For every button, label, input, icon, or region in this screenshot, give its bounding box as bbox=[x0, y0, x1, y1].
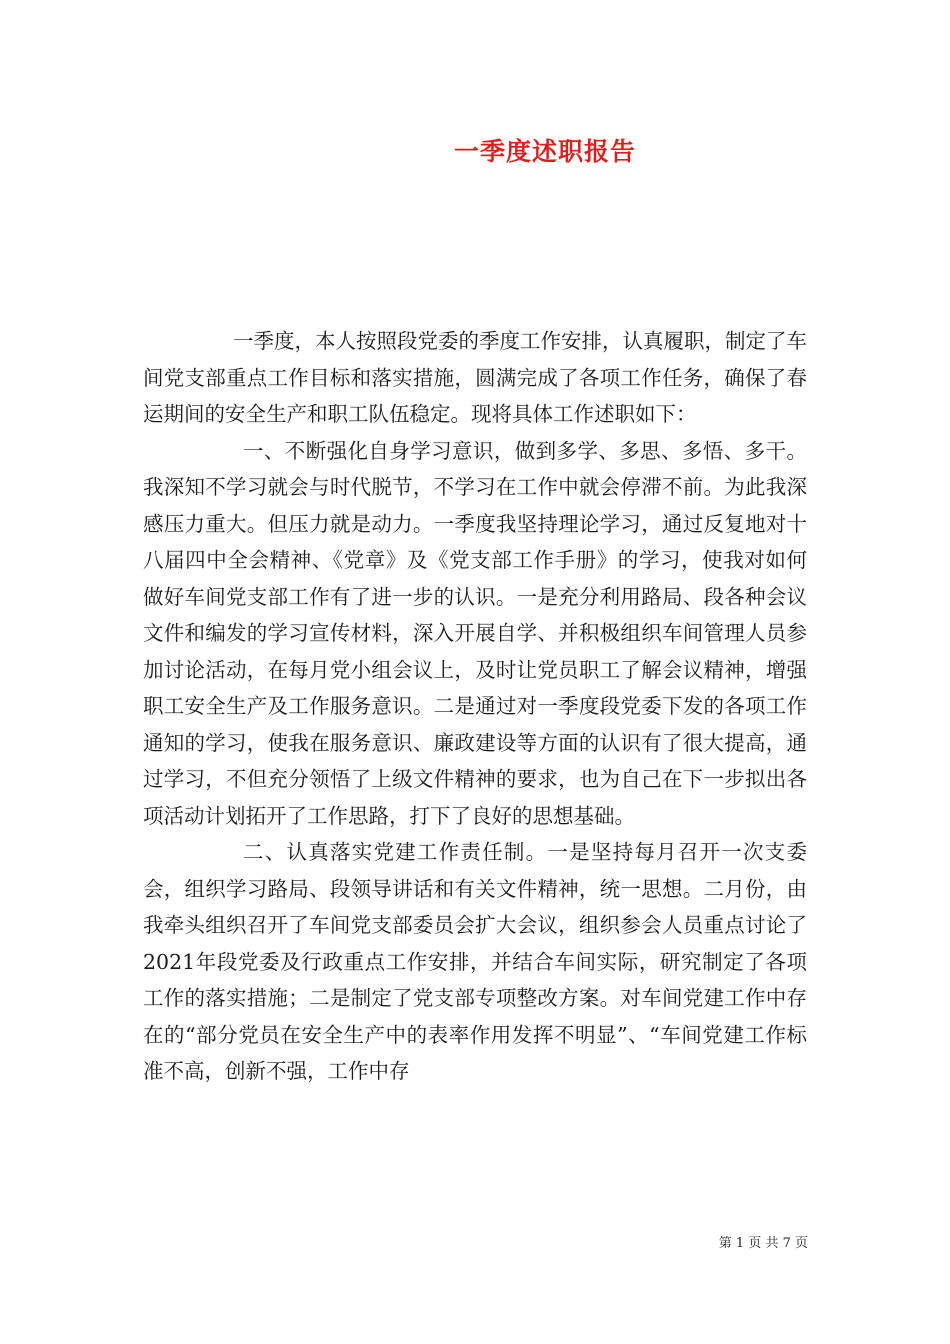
document-title: 一季度述职报告 bbox=[453, 137, 636, 166]
page-number-footer: 第 1 页 共 7 页 bbox=[718, 1236, 808, 1251]
paragraph-section-2: 二、认真落实党建工作责任制。一是坚持每月召开一次支委会，组织学习路局、段领导讲话和有关文件精神，统一思想。二月份，由我牵头组织召开了车间党支部委员会扩大会议，组织参会人员重点讨论了2021年段党委及行政重点工作安排，并结合车间实际，研究制定了各项工作的落实措施；二是制定了党支部专项整改方案。对车间党建工作中存在的“部分党员在安全生产中的表率作用发挥不明显”、“车间党建工作标准不高，创新不强，工作中存 bbox=[143, 840, 807, 1083]
document-body bbox=[143, 323, 807, 1090]
paragraph-intro: 一季度，本人按照段党委的季度工作安排，认真履职，制定了车间党支部重点工作目标和落实措施，圆满完成了各项工作任务，确保了春运期间的安全生产和职工队伍稳定。现将具体工作述职如下： bbox=[143, 329, 807, 426]
paragraph-section-1: 一、不断强化自身学习意识，做到多学、多思、多悟、多干。我深知不学习就会与时代脱节，不学习在工作中就会停滞不前。为此我深感压力重大。但压力就是动力。一季度我坚持理论学习，通过反复地对十八届四中全会精神、《党章》及《党支部工作手册》的学习，使我对如何做好车间党支部工作有了进一步的认识。一是充分利用路局、段各种会议文件和编发的学习宣传材料，深入开展自学、并积极组织车间管理人员参加讨论活动，在每月党小组会议上，及时让党员职工了解会议精神，增强职工安全生产及工作服务意识。二是通过对一季度段党委下发的各项工作通知的学习，使我在服务意识、廉政建设等方面的认识有了很大提高，通过学习，不但充分领悟了上级文件精神的要求，也为自己在下一步拟出各项活动计划拓开了工作思路，打下了良好的思想基础。 bbox=[143, 438, 807, 828]
